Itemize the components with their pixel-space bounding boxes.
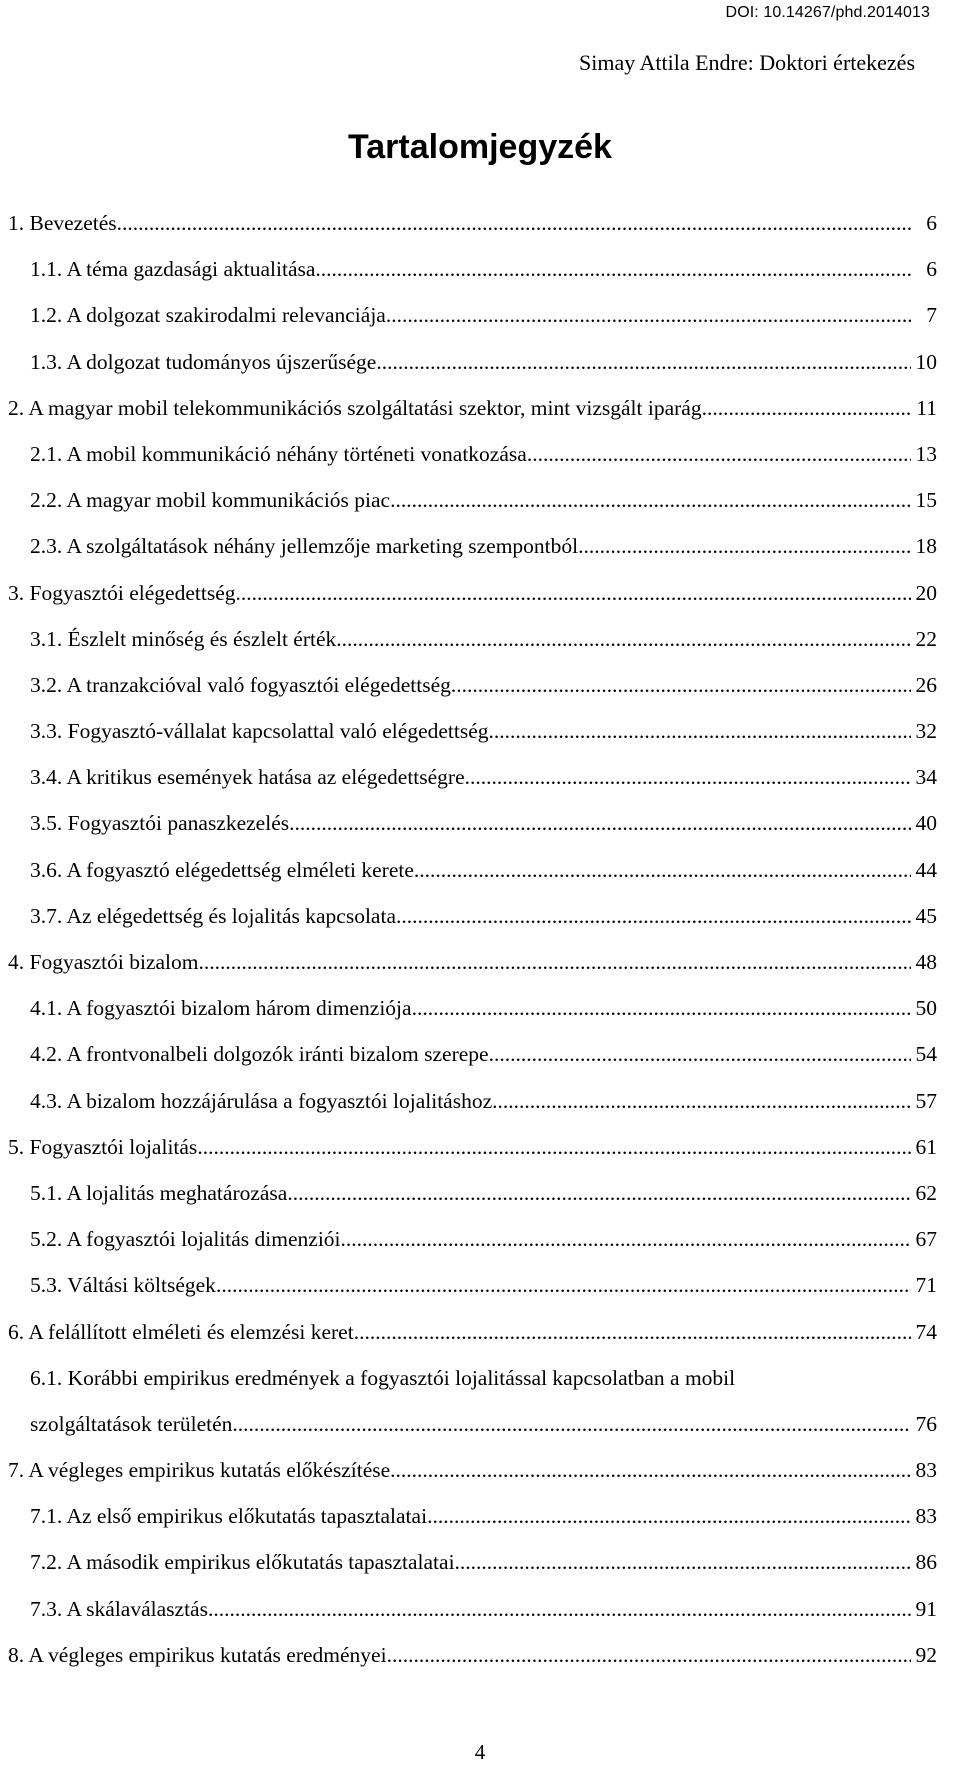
toc-entry-number: 1. <box>8 211 25 235</box>
toc-page-number: 13 <box>915 441 937 466</box>
toc-leader-dots <box>578 523 911 569</box>
toc-leader-dots <box>315 246 911 292</box>
toc-entry-title <box>30 339 376 385</box>
toc-entry-number: 6. <box>8 1319 25 1344</box>
toc-leader-dots <box>387 1632 911 1678</box>
toc-entry[interactable] <box>0 985 960 1031</box>
toc-entry-number: 5.1. <box>30 1180 63 1205</box>
toc-page-number: 32 <box>915 719 937 744</box>
toc-entry-title <box>30 1586 208 1632</box>
toc-entry-number: 5.3. <box>30 1273 63 1298</box>
toc-entry-title <box>30 1170 287 1216</box>
toc-entry-label: Az első empirikus előkutatás tapasztalatai <box>66 1504 428 1529</box>
toc-entry-title <box>30 847 414 893</box>
toc-entry-title <box>30 1401 232 1447</box>
toc-entry-label: A skálaválasztás <box>66 1596 208 1621</box>
toc-entry-number: 3.3. <box>30 719 63 744</box>
running-header: Simay Attila Endre: Doktori értekezés <box>578 50 915 75</box>
toc-entry-label: A téma gazdasági aktualitása <box>66 257 316 282</box>
toc-entry[interactable] <box>0 1632 960 1678</box>
toc-leader-dots <box>199 939 912 985</box>
toc-title: Tartalomjegyzék <box>348 128 612 166</box>
toc-entry-title <box>30 431 527 477</box>
toc-entry-label: Fogyasztói elégedettség <box>29 580 236 605</box>
toc-entry-title <box>8 1309 354 1355</box>
toc-entry-title <box>30 754 465 800</box>
toc-entry-number: 3. <box>8 580 25 605</box>
toc-entry-title <box>30 292 386 338</box>
toc-entry-label: A kritikus események hatása az elégedettségre <box>66 765 465 790</box>
toc-entry-label: Fogyasztói panaszkezelés <box>67 811 290 836</box>
toc-entry[interactable] <box>0 754 960 800</box>
toc-entry-label: A végleges empirikus kutatás előkészítése <box>28 1458 391 1483</box>
toc-leader-dots <box>465 754 911 800</box>
toc-page-number: 40 <box>915 811 937 836</box>
toc-entry-number: 4.3. <box>30 1088 63 1113</box>
toc-entry[interactable] <box>0 339 960 385</box>
toc-leader-dots <box>341 1216 911 1262</box>
toc-page-number: 62 <box>915 1180 937 1205</box>
toc-entry-number: 8. <box>8 1642 25 1667</box>
toc-entry-label: A lojalitás meghatározása <box>66 1180 288 1205</box>
toc-page-number: 57 <box>915 1088 937 1113</box>
toc-entry-number: 1.3. <box>30 349 63 374</box>
toc-leader-dots <box>289 800 911 846</box>
toc-entry-number: 3.7. <box>30 903 63 928</box>
toc-entry-title <box>30 1355 735 1401</box>
toc-entry[interactable] <box>0 1309 960 1355</box>
toc-leader-dots <box>427 1493 911 1539</box>
toc-entry-number: 1.1. <box>30 257 63 282</box>
toc-leader-dots <box>376 339 911 385</box>
toc-entry-label: A dolgozat tudományos újszerűsége <box>66 349 377 374</box>
toc-page-number: 76 <box>915 1411 937 1436</box>
toc-entry-title <box>30 985 412 1031</box>
toc-entry-title <box>30 708 489 754</box>
toc-leader-dots <box>354 1309 911 1355</box>
toc-entry-label: A szolgáltatások néhány jellemzője marketing szempontból <box>66 534 579 559</box>
toc-entry-number: 4.1. <box>30 996 63 1021</box>
toc-entry-number: 7.3. <box>30 1596 63 1621</box>
toc-entry[interactable] <box>0 893 960 939</box>
toc-entry-title <box>30 523 578 569</box>
toc-entry[interactable] <box>0 292 960 338</box>
toc-entry[interactable] <box>0 523 960 569</box>
toc-entry-title <box>30 477 390 523</box>
toc-entry[interactable] <box>0 1539 960 1585</box>
toc-entry-number: 5. <box>8 1134 25 1159</box>
toc-page-number: 7 <box>926 303 937 328</box>
toc-entry-number: 2.3. <box>30 534 63 559</box>
toc-leader-dots <box>414 847 911 893</box>
toc-entry[interactable] <box>0 708 960 754</box>
toc-entry[interactable] <box>0 800 960 846</box>
toc-page-number: 83 <box>915 1504 937 1529</box>
toc-page-number: 91 <box>915 1596 937 1621</box>
toc-entry[interactable] <box>0 1493 960 1539</box>
toc-page-number: 11 <box>916 395 937 420</box>
toc-page-number: 92 <box>915 1642 937 1667</box>
toc-entry-number: 3.2. <box>30 672 63 697</box>
toc-entry-number: 7.2. <box>30 1550 63 1575</box>
toc-entry[interactable] <box>0 246 960 292</box>
toc-leader-dots <box>455 1539 911 1585</box>
toc-entry-title <box>8 570 235 616</box>
toc-entry[interactable] <box>0 200 960 246</box>
toc-entry-label: A tranzakcióval való fogyasztói elégedettség <box>66 672 451 697</box>
toc-entry[interactable] <box>0 1401 960 1447</box>
toc-page-number: 54 <box>915 1042 937 1067</box>
toc-entry-number: 4.2. <box>30 1042 63 1067</box>
toc-leader-dots <box>235 570 911 616</box>
toc-entry-label: Fogyasztói lojalitás <box>29 1134 198 1159</box>
toc-entry-title <box>30 1216 341 1262</box>
toc-leader-dots <box>489 708 911 754</box>
toc-entry-label: Korábbi empirikus eredmények a fogyasztói lojalitással kapcsolatban a mobil <box>67 1365 736 1390</box>
toc-leader-dots <box>412 985 911 1031</box>
toc-entry[interactable] <box>0 847 960 893</box>
toc-entry-title <box>30 1031 489 1077</box>
toc-entry-number: 7.1. <box>30 1504 63 1529</box>
toc-page-number: 6 <box>926 211 937 235</box>
toc-entry[interactable] <box>0 1355 960 1401</box>
toc-entry-number: 2. <box>8 395 25 420</box>
toc-entry[interactable] <box>0 1586 960 1632</box>
toc-entry-label: Fogyasztó-vállalat kapcsolattal való elégedettség <box>67 719 489 744</box>
toc-leader-dots <box>390 477 911 523</box>
toc-entry-label: A felállított elméleti és elemzési keret <box>28 1319 354 1344</box>
toc-page-number: 48 <box>915 950 937 974</box>
toc-entry-label: Észlelt minőség és észlelt érték <box>67 626 337 651</box>
toc-page-number: 26 <box>915 672 937 697</box>
toc-leader-dots <box>336 616 911 662</box>
toc-entry-number: 3.1. <box>30 626 63 651</box>
toc-entry-label: A bizalom hozzájárulása a fogyasztói lojalitáshoz <box>66 1088 493 1113</box>
toc-entry-title <box>30 1539 455 1585</box>
toc-entry-number: 2.2. <box>30 488 63 513</box>
toc-page-number: 61 <box>915 1134 937 1159</box>
toc-entry-label: szolgáltatások területén <box>30 1411 233 1436</box>
toc-entry[interactable] <box>0 385 960 431</box>
toc-leader-dots <box>208 1586 911 1632</box>
toc-entry-title <box>8 939 199 985</box>
toc-entry-title <box>8 1124 197 1170</box>
toc-page-number: 45 <box>915 903 937 928</box>
toc-entry-title <box>8 200 117 246</box>
toc-leader-dots <box>492 1078 911 1124</box>
toc-leader-dots <box>489 1031 911 1077</box>
toc-leader-dots <box>117 200 911 246</box>
toc-entry-title <box>30 616 336 662</box>
page-number: 4 <box>474 1740 486 1764</box>
toc-entry-title <box>30 1078 492 1124</box>
toc-entry-label: Az elégedettség és lojalitás kapcsolata <box>66 903 396 928</box>
toc-entry[interactable] <box>0 1447 960 1493</box>
toc-leader-dots <box>390 1447 911 1493</box>
doi-header: DOI: 10.14267/phd.2014013 <box>725 4 930 21</box>
toc-entry-title <box>8 1447 390 1493</box>
toc-page-number: 22 <box>915 626 937 651</box>
toc-entry-title <box>30 246 315 292</box>
toc-leader-dots <box>232 1401 911 1447</box>
toc-entry-number: 3.4. <box>30 765 63 790</box>
toc-page-number: 10 <box>915 349 937 374</box>
toc-entry-number: 2.1. <box>30 441 63 466</box>
toc-entry-number: 1.2. <box>30 303 63 328</box>
toc-entry-label: A fogyasztói lojalitás dimenziói <box>66 1227 341 1252</box>
toc-entry-title <box>8 1632 387 1678</box>
toc-entry[interactable] <box>0 477 960 523</box>
toc-leader-dots <box>197 1124 911 1170</box>
toc-entry[interactable] <box>0 431 960 477</box>
toc-entry-label: A fogyasztói bizalom három dimenziója <box>66 996 412 1021</box>
toc-leader-dots <box>287 1170 911 1216</box>
toc-entry-label: A mobil kommunikáció néhány történeti vonatkozása <box>66 441 527 466</box>
toc-entry[interactable] <box>0 1262 960 1308</box>
toc-entry[interactable] <box>0 616 960 662</box>
toc-entry-label: A végleges empirikus kutatás eredményei <box>28 1642 387 1667</box>
table-of-contents <box>0 200 960 1678</box>
toc-entry-label: A magyar mobil kommunikációs piac <box>66 488 391 513</box>
toc-page-number: 83 <box>915 1458 937 1483</box>
toc-leader-dots <box>451 662 911 708</box>
toc-entry-number: 4. <box>8 950 25 974</box>
toc-entry-title <box>30 1262 216 1308</box>
toc-leader-dots <box>702 385 911 431</box>
toc-page-number: 50 <box>915 996 937 1021</box>
toc-page-number: 34 <box>915 765 937 790</box>
toc-entry-label: Bevezetés <box>29 211 117 235</box>
toc-entry-label: Váltási költségek <box>67 1273 216 1298</box>
toc-entry-label: A magyar mobil telekommunikációs szolgáltatási szektor, mint vizsgált iparág <box>28 395 702 420</box>
toc-entry-title <box>30 800 289 846</box>
toc-leader-dots <box>527 431 911 477</box>
toc-entry[interactable] <box>0 1078 960 1124</box>
toc-entry-label: A második empirikus előkutatás tapasztalatai <box>66 1550 455 1575</box>
toc-entry-title <box>8 385 702 431</box>
toc-entry-label: A fogyasztó elégedettség elméleti kerete <box>66 857 414 882</box>
toc-page-number: 15 <box>915 488 937 513</box>
toc-entry[interactable] <box>0 939 960 985</box>
toc-leader-dots <box>386 292 911 338</box>
toc-entry-title <box>30 893 396 939</box>
toc-entry-label: A frontvonalbeli dolgozók iránti bizalom szerepe <box>66 1042 489 1067</box>
toc-page-number: 67 <box>915 1227 937 1252</box>
toc-entry[interactable] <box>0 662 960 708</box>
toc-entry-number: 3.5. <box>30 811 63 836</box>
toc-entry[interactable] <box>0 1170 960 1216</box>
toc-entry-number: 5.2. <box>30 1227 63 1252</box>
toc-entry[interactable] <box>0 1216 960 1262</box>
toc-page-number: 86 <box>915 1550 937 1575</box>
toc-page-number: 6 <box>926 257 937 282</box>
toc-entry[interactable] <box>0 570 960 616</box>
toc-entry[interactable] <box>0 1031 960 1077</box>
toc-page-number: 44 <box>915 857 937 882</box>
toc-entry[interactable] <box>0 1124 960 1170</box>
toc-page-number: 20 <box>915 580 937 605</box>
toc-entry-label: A dolgozat szakirodalmi relevanciája <box>66 303 386 328</box>
toc-entry-title <box>30 662 451 708</box>
toc-entry-number: 3.6. <box>30 857 63 882</box>
toc-entry-title <box>30 1493 427 1539</box>
toc-entry-number: 7. <box>8 1458 25 1483</box>
toc-leader-dots <box>396 893 911 939</box>
toc-page-number: 74 <box>915 1319 937 1344</box>
toc-entry-number: 6.1. <box>30 1365 63 1390</box>
toc-entry-label: Fogyasztói bizalom <box>29 950 199 974</box>
toc-page-number: 71 <box>915 1273 937 1298</box>
toc-leader-dots <box>216 1262 911 1308</box>
toc-page-number: 18 <box>915 534 937 559</box>
